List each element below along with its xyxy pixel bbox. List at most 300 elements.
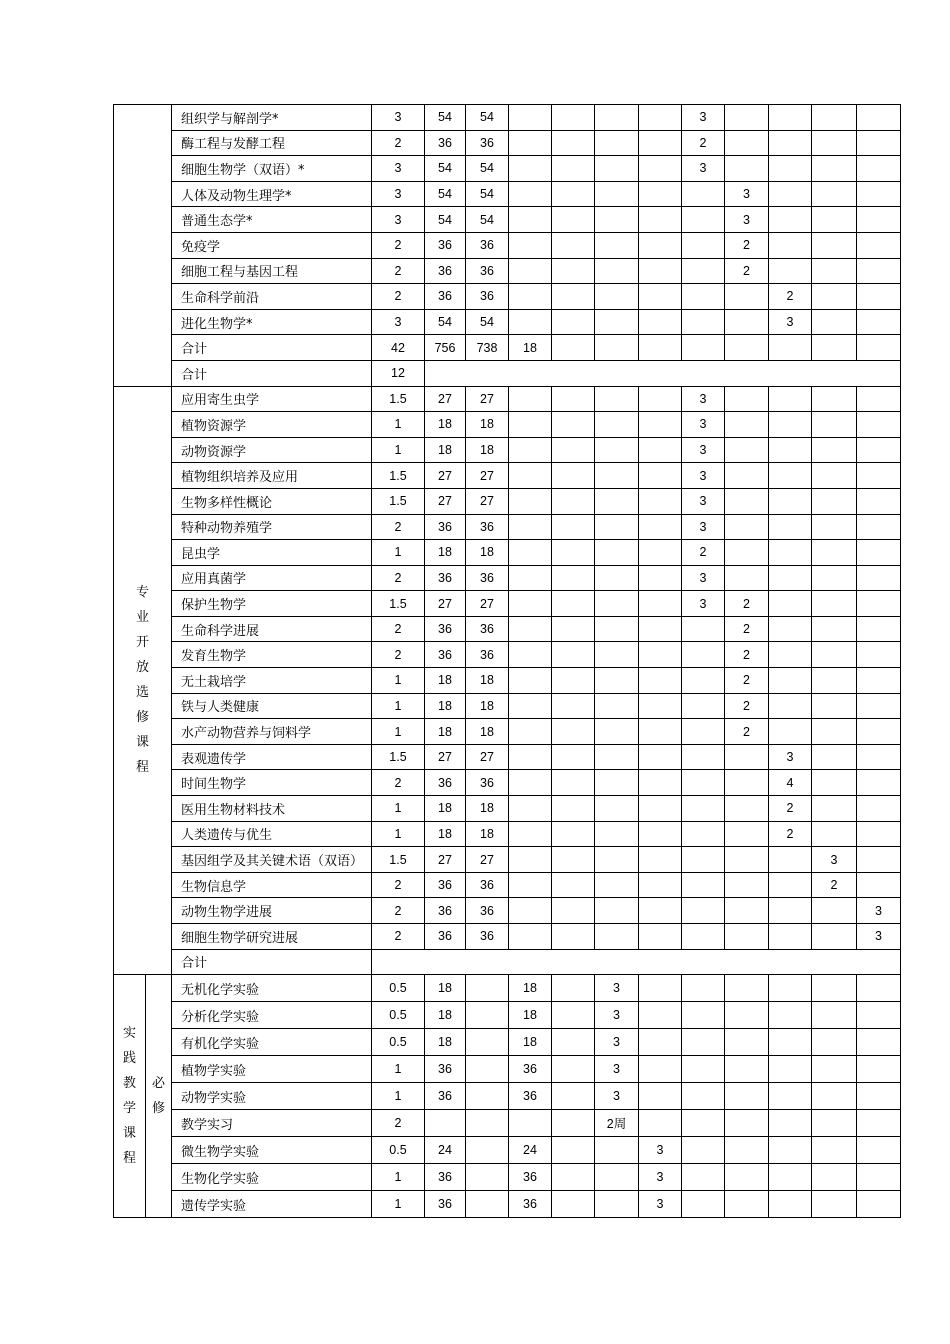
course-name-cell: 应用真菌学 [172, 565, 372, 591]
value-cell: 27 [466, 463, 509, 489]
table-row [114, 872, 901, 898]
value-cell [769, 232, 812, 258]
value-cell [552, 975, 595, 1002]
course-name-cell: 基因组学及其关键术语（双语） [172, 847, 372, 873]
value-cell: 0.5 [372, 1137, 425, 1164]
value-cell [725, 1164, 769, 1191]
value-cell [682, 642, 725, 668]
value-cell [509, 463, 552, 489]
value-cell: 0.5 [372, 1002, 425, 1029]
value-cell [725, 284, 769, 310]
value-cell: 54 [425, 105, 466, 131]
value-cell [552, 719, 595, 745]
course-name-cell: 生命科学进展 [172, 616, 372, 642]
value-cell: 36 [425, 642, 466, 668]
value-cell [639, 412, 682, 438]
value-cell [769, 207, 812, 233]
value-cell: 3 [682, 488, 725, 514]
empty-merged-cell [425, 360, 901, 386]
course-name-cell: 有机化学实验 [172, 1029, 372, 1056]
value-cell [812, 1110, 857, 1137]
value-cell: 36 [466, 565, 509, 591]
value-cell: 18 [425, 693, 466, 719]
value-cell [639, 668, 682, 694]
value-cell: 36 [425, 1056, 466, 1083]
value-cell: 1.5 [372, 847, 425, 873]
value-cell [595, 1191, 639, 1218]
value-cell [595, 668, 639, 694]
value-cell [857, 565, 901, 591]
value-cell [552, 181, 595, 207]
value-cell: 3 [682, 437, 725, 463]
value-cell [466, 1029, 509, 1056]
value-cell [595, 591, 639, 617]
value-cell [552, 309, 595, 335]
value-cell [595, 488, 639, 514]
value-cell: 36 [425, 232, 466, 258]
value-cell [552, 1002, 595, 1029]
value-cell [769, 130, 812, 156]
value-cell: 1.5 [372, 591, 425, 617]
table-row [114, 719, 901, 745]
value-cell: 2 [725, 232, 769, 258]
value-cell: 36 [425, 1191, 466, 1218]
value-cell [682, 847, 725, 873]
value-cell [509, 156, 552, 182]
value-cell [857, 1110, 901, 1137]
value-cell [682, 1137, 725, 1164]
value-cell: 18 [425, 821, 466, 847]
value-cell [639, 207, 682, 233]
value-cell [857, 872, 901, 898]
value-cell [682, 1083, 725, 1110]
value-cell: 1 [372, 437, 425, 463]
value-cell [595, 924, 639, 950]
value-cell: 36 [425, 616, 466, 642]
value-cell [857, 847, 901, 873]
table-row [114, 821, 901, 847]
value-cell [639, 591, 682, 617]
value-cell [769, 1137, 812, 1164]
table-row [114, 156, 901, 182]
value-cell: 18 [509, 975, 552, 1002]
value-cell [725, 924, 769, 950]
value-cell [812, 335, 857, 361]
value-cell [682, 719, 725, 745]
course-name-cell: 细胞生物学（双语）* [172, 156, 372, 182]
value-cell [769, 386, 812, 412]
value-cell: 2 [725, 258, 769, 284]
value-cell [812, 924, 857, 950]
value-cell [682, 284, 725, 310]
value-cell [682, 975, 725, 1002]
course-name-cell: 合计 [172, 335, 372, 361]
value-cell [595, 514, 639, 540]
value-cell: 2 [769, 796, 812, 822]
value-cell: 2 [372, 616, 425, 642]
value-cell [552, 1110, 595, 1137]
value-cell: 27 [425, 591, 466, 617]
value-cell [552, 693, 595, 719]
value-cell [595, 898, 639, 924]
value-cell: 18 [425, 412, 466, 438]
table-row [114, 1056, 901, 1083]
value-cell [769, 1002, 812, 1029]
value-cell [639, 1083, 682, 1110]
course-name-cell: 保护生物学 [172, 591, 372, 617]
value-cell [812, 386, 857, 412]
value-cell [552, 463, 595, 489]
value-cell [857, 744, 901, 770]
table-row [114, 412, 901, 438]
value-cell [682, 207, 725, 233]
value-cell [857, 207, 901, 233]
value-cell [639, 386, 682, 412]
value-cell: 27 [425, 463, 466, 489]
value-cell [639, 463, 682, 489]
course-name-cell: 昆虫学 [172, 540, 372, 566]
value-cell: 18 [425, 796, 466, 822]
value-cell: 18 [466, 668, 509, 694]
value-cell [769, 463, 812, 489]
value-cell [552, 540, 595, 566]
table-row [114, 437, 901, 463]
value-cell: 18 [466, 719, 509, 745]
value-cell [857, 258, 901, 284]
value-cell [725, 463, 769, 489]
value-cell: 54 [466, 309, 509, 335]
value-cell [769, 488, 812, 514]
value-cell [595, 232, 639, 258]
value-cell [639, 744, 682, 770]
value-cell: 3 [595, 1029, 639, 1056]
value-cell: 54 [466, 181, 509, 207]
value-cell [595, 821, 639, 847]
value-cell [639, 898, 682, 924]
value-cell: 1 [372, 668, 425, 694]
value-cell [682, 181, 725, 207]
value-cell [857, 796, 901, 822]
value-cell [857, 309, 901, 335]
value-cell [682, 821, 725, 847]
value-cell: 1 [372, 719, 425, 745]
value-cell [509, 437, 552, 463]
table-row [114, 1029, 901, 1056]
value-cell: 27 [466, 488, 509, 514]
value-cell: 3 [682, 565, 725, 591]
value-cell [639, 540, 682, 566]
course-name-cell: 进化生物学* [172, 309, 372, 335]
value-cell [595, 437, 639, 463]
value-cell: 36 [509, 1191, 552, 1218]
value-cell [725, 488, 769, 514]
course-name-cell: 免疫学 [172, 232, 372, 258]
value-cell [595, 156, 639, 182]
value-cell: 27 [466, 744, 509, 770]
value-cell [725, 565, 769, 591]
value-cell: 1.5 [372, 488, 425, 514]
table-row [114, 540, 901, 566]
value-cell: 12 [372, 360, 425, 386]
course-name-cell: 无土栽培学 [172, 668, 372, 694]
value-cell [769, 1083, 812, 1110]
value-cell: 54 [466, 156, 509, 182]
course-name-cell: 表观遗传学 [172, 744, 372, 770]
course-name-cell: 发育生物学 [172, 642, 372, 668]
value-cell: 36 [509, 1056, 552, 1083]
value-cell [552, 258, 595, 284]
value-cell: 36 [425, 565, 466, 591]
value-cell [682, 232, 725, 258]
table-row [114, 591, 901, 617]
value-cell [725, 898, 769, 924]
value-cell [857, 1137, 901, 1164]
value-cell [769, 642, 812, 668]
value-cell [812, 463, 857, 489]
value-cell: 27 [466, 847, 509, 873]
table-row [114, 924, 901, 950]
value-cell [509, 898, 552, 924]
value-cell [857, 1029, 901, 1056]
value-cell [552, 207, 595, 233]
table-row [114, 616, 901, 642]
section-a-label [114, 105, 172, 387]
value-cell [639, 1029, 682, 1056]
value-cell: 2 [372, 130, 425, 156]
table-row [114, 1137, 901, 1164]
value-cell [769, 514, 812, 540]
table-row [114, 1083, 901, 1110]
value-cell [682, 309, 725, 335]
value-cell: 36 [425, 1083, 466, 1110]
value-cell [857, 821, 901, 847]
value-cell [857, 437, 901, 463]
value-cell: 1 [372, 693, 425, 719]
value-cell [812, 1164, 857, 1191]
value-cell [552, 744, 595, 770]
value-cell: 36 [466, 232, 509, 258]
value-cell [595, 744, 639, 770]
value-cell [552, 284, 595, 310]
course-name-cell: 医用生物材料技术 [172, 796, 372, 822]
value-cell [595, 207, 639, 233]
value-cell [552, 488, 595, 514]
value-cell: 3 [682, 412, 725, 438]
value-cell [509, 488, 552, 514]
value-cell [682, 1002, 725, 1029]
value-cell [857, 668, 901, 694]
value-cell [812, 130, 857, 156]
value-cell [552, 1191, 595, 1218]
course-name-cell: 生物化学实验 [172, 1164, 372, 1191]
value-cell: 27 [466, 591, 509, 617]
value-cell [509, 719, 552, 745]
value-cell [595, 1164, 639, 1191]
value-cell [509, 386, 552, 412]
value-cell: 18 [466, 821, 509, 847]
value-cell [466, 1164, 509, 1191]
value-cell [509, 770, 552, 796]
value-cell [639, 105, 682, 131]
value-cell [725, 105, 769, 131]
value-cell [552, 924, 595, 950]
value-cell: 36 [425, 898, 466, 924]
value-cell: 36 [466, 770, 509, 796]
value-cell: 54 [466, 105, 509, 131]
table-row [114, 335, 901, 361]
section-c-sublabel [146, 975, 172, 1218]
value-cell [509, 105, 552, 131]
value-cell [812, 1056, 857, 1083]
value-cell: 36 [466, 924, 509, 950]
value-cell: 54 [466, 207, 509, 233]
value-cell [552, 1029, 595, 1056]
value-cell [639, 565, 682, 591]
value-cell: 2 [682, 540, 725, 566]
value-cell [682, 770, 725, 796]
value-cell: 3 [372, 156, 425, 182]
table-row [114, 668, 901, 694]
value-cell: 18 [509, 1029, 552, 1056]
value-cell [552, 872, 595, 898]
value-cell: 756 [425, 335, 466, 361]
table-row [114, 360, 901, 386]
value-cell: 24 [425, 1137, 466, 1164]
value-cell: 27 [425, 488, 466, 514]
value-cell [466, 1137, 509, 1164]
value-cell [552, 821, 595, 847]
value-cell [812, 181, 857, 207]
value-cell: 3 [725, 207, 769, 233]
value-cell: 36 [466, 130, 509, 156]
table-row [114, 463, 901, 489]
value-cell [595, 181, 639, 207]
value-cell [509, 514, 552, 540]
course-name-cell: 遗传学实验 [172, 1191, 372, 1218]
value-cell [509, 821, 552, 847]
value-cell: 18 [466, 693, 509, 719]
table-row [114, 232, 901, 258]
value-cell [725, 744, 769, 770]
value-cell: 36 [425, 872, 466, 898]
value-cell [857, 1056, 901, 1083]
value-cell [639, 156, 682, 182]
value-cell [812, 1137, 857, 1164]
table-row [114, 1164, 901, 1191]
value-cell: 2 [372, 258, 425, 284]
value-cell: 2 [372, 1110, 425, 1137]
value-cell [509, 181, 552, 207]
value-cell: 1.5 [372, 463, 425, 489]
value-cell: 3 [682, 386, 725, 412]
value-cell [595, 642, 639, 668]
value-cell [769, 540, 812, 566]
value-cell [857, 693, 901, 719]
value-cell [595, 770, 639, 796]
value-cell [682, 668, 725, 694]
course-name-cell: 人类遗传与优生 [172, 821, 372, 847]
value-cell [812, 284, 857, 310]
value-cell: 3 [595, 1002, 639, 1029]
value-cell [682, 1164, 725, 1191]
value-cell: 2 [812, 872, 857, 898]
value-cell: 1 [372, 1056, 425, 1083]
table-row [114, 258, 901, 284]
value-cell [552, 898, 595, 924]
value-cell: 18 [425, 975, 466, 1002]
value-cell: 2 [682, 130, 725, 156]
value-cell [769, 565, 812, 591]
value-cell [425, 1110, 466, 1137]
value-cell [682, 1110, 725, 1137]
value-cell [466, 975, 509, 1002]
value-cell [857, 463, 901, 489]
value-cell [509, 668, 552, 694]
value-cell [509, 309, 552, 335]
course-name-cell: 时间生物学 [172, 770, 372, 796]
value-cell: 42 [372, 335, 425, 361]
value-cell [725, 1110, 769, 1137]
value-cell [812, 744, 857, 770]
value-cell [509, 130, 552, 156]
table-row [114, 1002, 901, 1029]
value-cell [769, 616, 812, 642]
value-cell: 3 [682, 514, 725, 540]
value-cell [682, 744, 725, 770]
value-cell [682, 335, 725, 361]
value-cell [769, 258, 812, 284]
value-cell: 36 [466, 898, 509, 924]
value-cell [639, 975, 682, 1002]
table-row [114, 1191, 901, 1218]
value-cell [769, 1029, 812, 1056]
value-cell: 18 [425, 437, 466, 463]
value-cell [639, 719, 682, 745]
value-cell [595, 693, 639, 719]
table-row [114, 744, 901, 770]
value-cell [769, 898, 812, 924]
value-cell [466, 1110, 509, 1137]
value-cell [725, 821, 769, 847]
value-cell: 1 [372, 796, 425, 822]
value-cell: 2 [372, 232, 425, 258]
value-cell [639, 1002, 682, 1029]
value-cell [552, 514, 595, 540]
value-cell [552, 335, 595, 361]
value-cell [682, 1056, 725, 1083]
value-cell: 18 [425, 668, 466, 694]
value-cell [812, 719, 857, 745]
value-cell [812, 591, 857, 617]
section-b-label-text: 专业开放选修课程 [136, 585, 150, 776]
course-name-cell: 动物生物学进展 [172, 898, 372, 924]
value-cell [552, 565, 595, 591]
value-cell [552, 1137, 595, 1164]
table-row [114, 1110, 901, 1137]
table-row [114, 488, 901, 514]
value-cell [769, 181, 812, 207]
value-cell [595, 565, 639, 591]
value-cell: 54 [425, 207, 466, 233]
table-row [114, 514, 901, 540]
course-name-cell: 合计 [172, 360, 372, 386]
value-cell [639, 309, 682, 335]
value-cell: 3 [857, 898, 901, 924]
value-cell [639, 488, 682, 514]
empty-merged-cell [372, 949, 901, 975]
value-cell: 18 [425, 1002, 466, 1029]
value-cell [725, 1137, 769, 1164]
